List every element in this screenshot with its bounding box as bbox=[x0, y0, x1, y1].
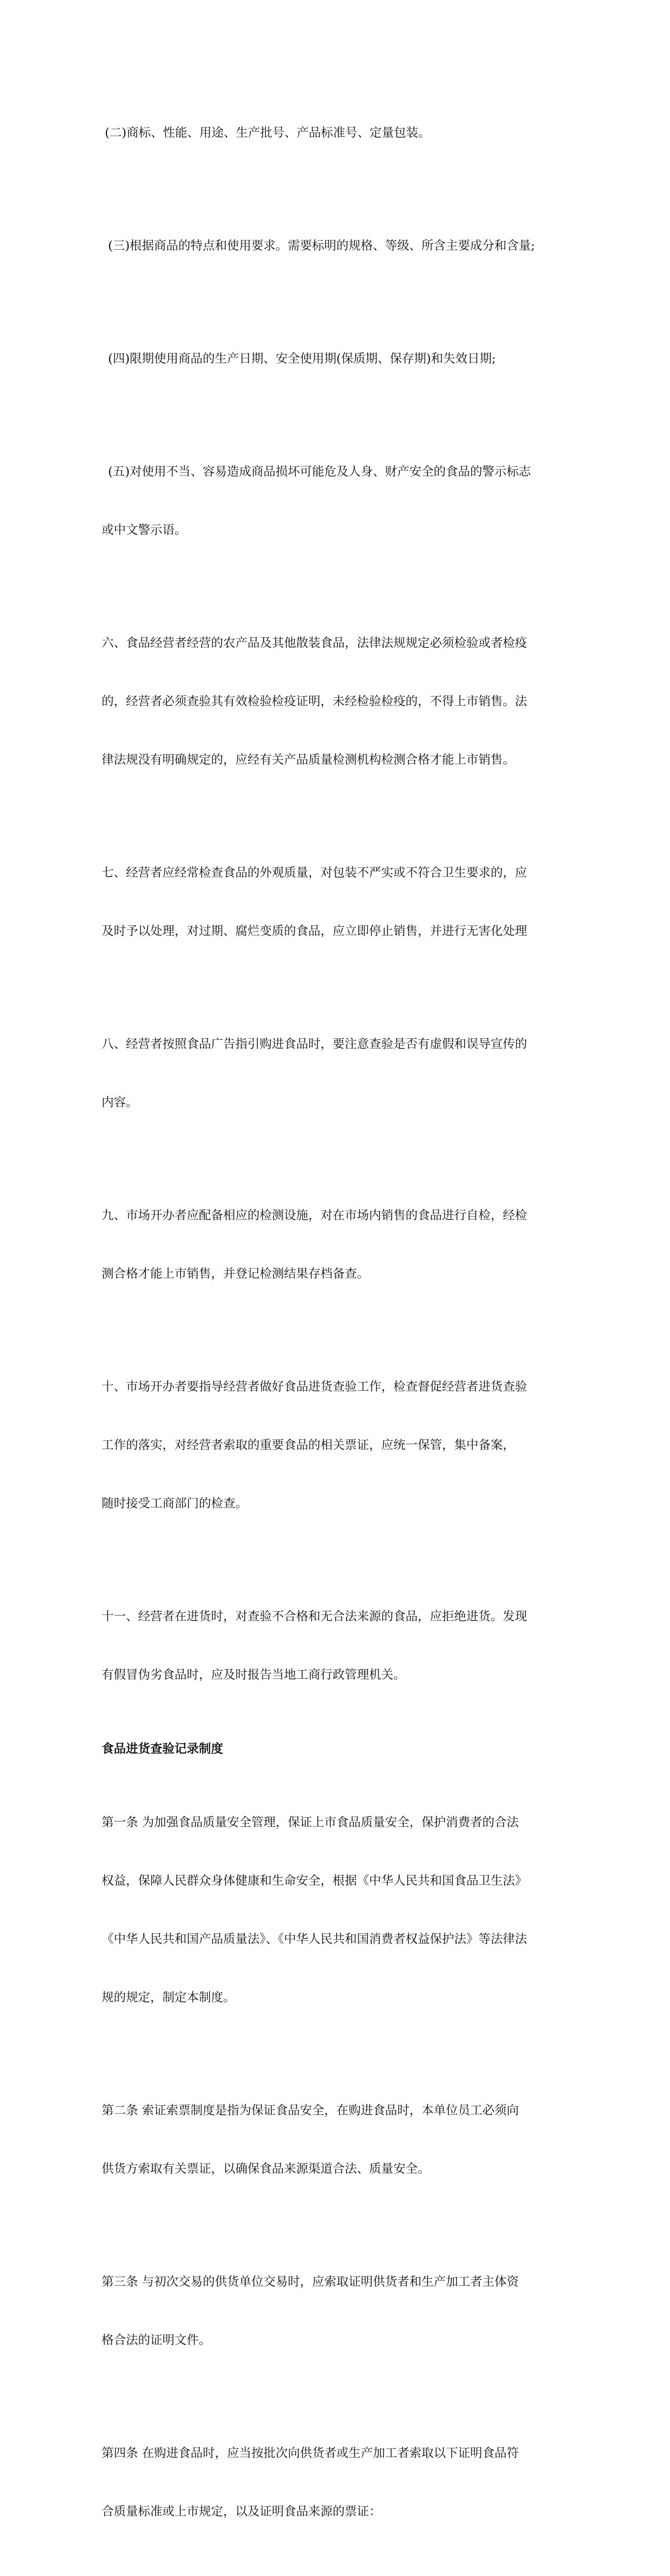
article-3 bbox=[102, 2233, 577, 2389]
text-line: 八、经营者按照食品广告指引购进食品时，要注意查验是否有虚假和误导宣传的 bbox=[102, 1037, 527, 1051]
text-line: 合质量标准或上市规定，以及证明食品来源的票证： bbox=[102, 2505, 381, 2519]
text-line: 第四条 在购进食品时，应当按批次向供货者或生产加工者索取以下证明食品符 bbox=[102, 2446, 519, 2460]
text-line: 七、经营者应经常检查食品的外观质量，对包装不严实或不符合卫生要求的，应 bbox=[102, 866, 527, 880]
text-line: 十一、经营者在进货时，对查验不合格和无合法来源的食品，应拒绝进货。发现 bbox=[102, 1610, 527, 1624]
text-line: 格合法的证明文件。 bbox=[102, 2333, 211, 2347]
text-line: 供货方索取有关票证，以确保食品来源渠道合法、质量安全。 bbox=[102, 2162, 430, 2176]
text-line: 第二条 索证索票制度是指为保证食品安全，在购进食品时，本单位员工必须向 bbox=[102, 2104, 519, 2118]
clause-11 bbox=[102, 1568, 577, 1724]
text-line: 的，经营者必须查验其有效检验检疫证明，未经检验检疫的，不得上市销售。法 bbox=[102, 695, 527, 709]
section-title: 食品进货查验记录制度 bbox=[102, 1742, 224, 1756]
clause-7 bbox=[102, 824, 577, 980]
document-page bbox=[102, 84, 577, 2576]
text-line: 九、市场开办者应配备相应的检测设施，对在市场内销售的食品进行自检，经检 bbox=[102, 1209, 527, 1223]
text-line: 十、市场开办者要指导经营者做好食品进货查验工作，检查督促经营者进货查验 bbox=[102, 1380, 527, 1394]
text-line: 或中文警示语。 bbox=[102, 523, 187, 537]
article-1 bbox=[102, 1774, 577, 2046]
text-line: 律法规没有明确规定的，应经有关产品质量检测机构检测合格才能上市销售。 bbox=[102, 753, 515, 767]
list-item-5 bbox=[102, 423, 577, 579]
clause-9 bbox=[102, 1167, 577, 1323]
list-item-2 bbox=[102, 84, 577, 182]
text-line: 六、食品经营者经营的农产品及其他散装食品，法律法规规定必须检验或者检疫 bbox=[102, 636, 527, 650]
clause-8 bbox=[102, 996, 577, 1151]
article-4 bbox=[102, 2405, 577, 2560]
list-item-4 bbox=[102, 310, 577, 408]
text-line: 第一条 为加强食品质量安全管理，保证上市食品质量安全，保护消费者的合法 bbox=[102, 1816, 519, 1830]
text-line: 规的规定，制定本制度。 bbox=[102, 1991, 236, 2005]
text-line: 有假冒伪劣食品时，应及时报告当地工商行政管理机关。 bbox=[102, 1668, 406, 1682]
clause-10 bbox=[102, 1338, 577, 1552]
text-line: 测合格才能上市销售，并登记检测结果存档备查。 bbox=[102, 1267, 370, 1281]
text-line: 随时接受工商部门的检查。 bbox=[102, 1497, 248, 1511]
article-2 bbox=[102, 2062, 577, 2218]
text-line: (三)根据商品的特点和使用要求。需要标明的规格、等级、所含主要成分和含量; bbox=[108, 239, 535, 253]
text-line: (五)对使用不当、容易造成商品损坏可能危及人身、财产安全的食品的警示标志 bbox=[108, 465, 531, 479]
text-line: 权益，保障人民群众身体健康和生命安全，根据《中华人民共和国食品卫生法》 bbox=[102, 1874, 527, 1888]
list-item-3 bbox=[102, 197, 577, 295]
text-line: 及时予以处理，对过期、腐烂变质的食品，应立即停止销售，并进行无害化处理 bbox=[102, 924, 527, 938]
text-line: 《中华人民共和国产品质量法》、《中华人民共和国消费者权益保护法》等法律法 bbox=[102, 1932, 527, 1946]
text-line: (四)限期使用商品的生产日期、安全使用期(保质期、保存期)和失效日期; bbox=[108, 352, 496, 366]
text-line: 第三条 与初次交易的供货单位交易时，应索取证明供货者和生产加工者主体资 bbox=[102, 2275, 519, 2289]
text-line: (二)商标、性能、用途、生产批号、产品标准号、定量包装。 bbox=[105, 126, 431, 140]
text-line: 工作的落实，对经营者索取的重要食品的相关票证，应统一保管，集中备案， bbox=[102, 1438, 515, 1452]
text-line: 内容。 bbox=[102, 1096, 138, 1110]
clause-6 bbox=[102, 595, 577, 809]
